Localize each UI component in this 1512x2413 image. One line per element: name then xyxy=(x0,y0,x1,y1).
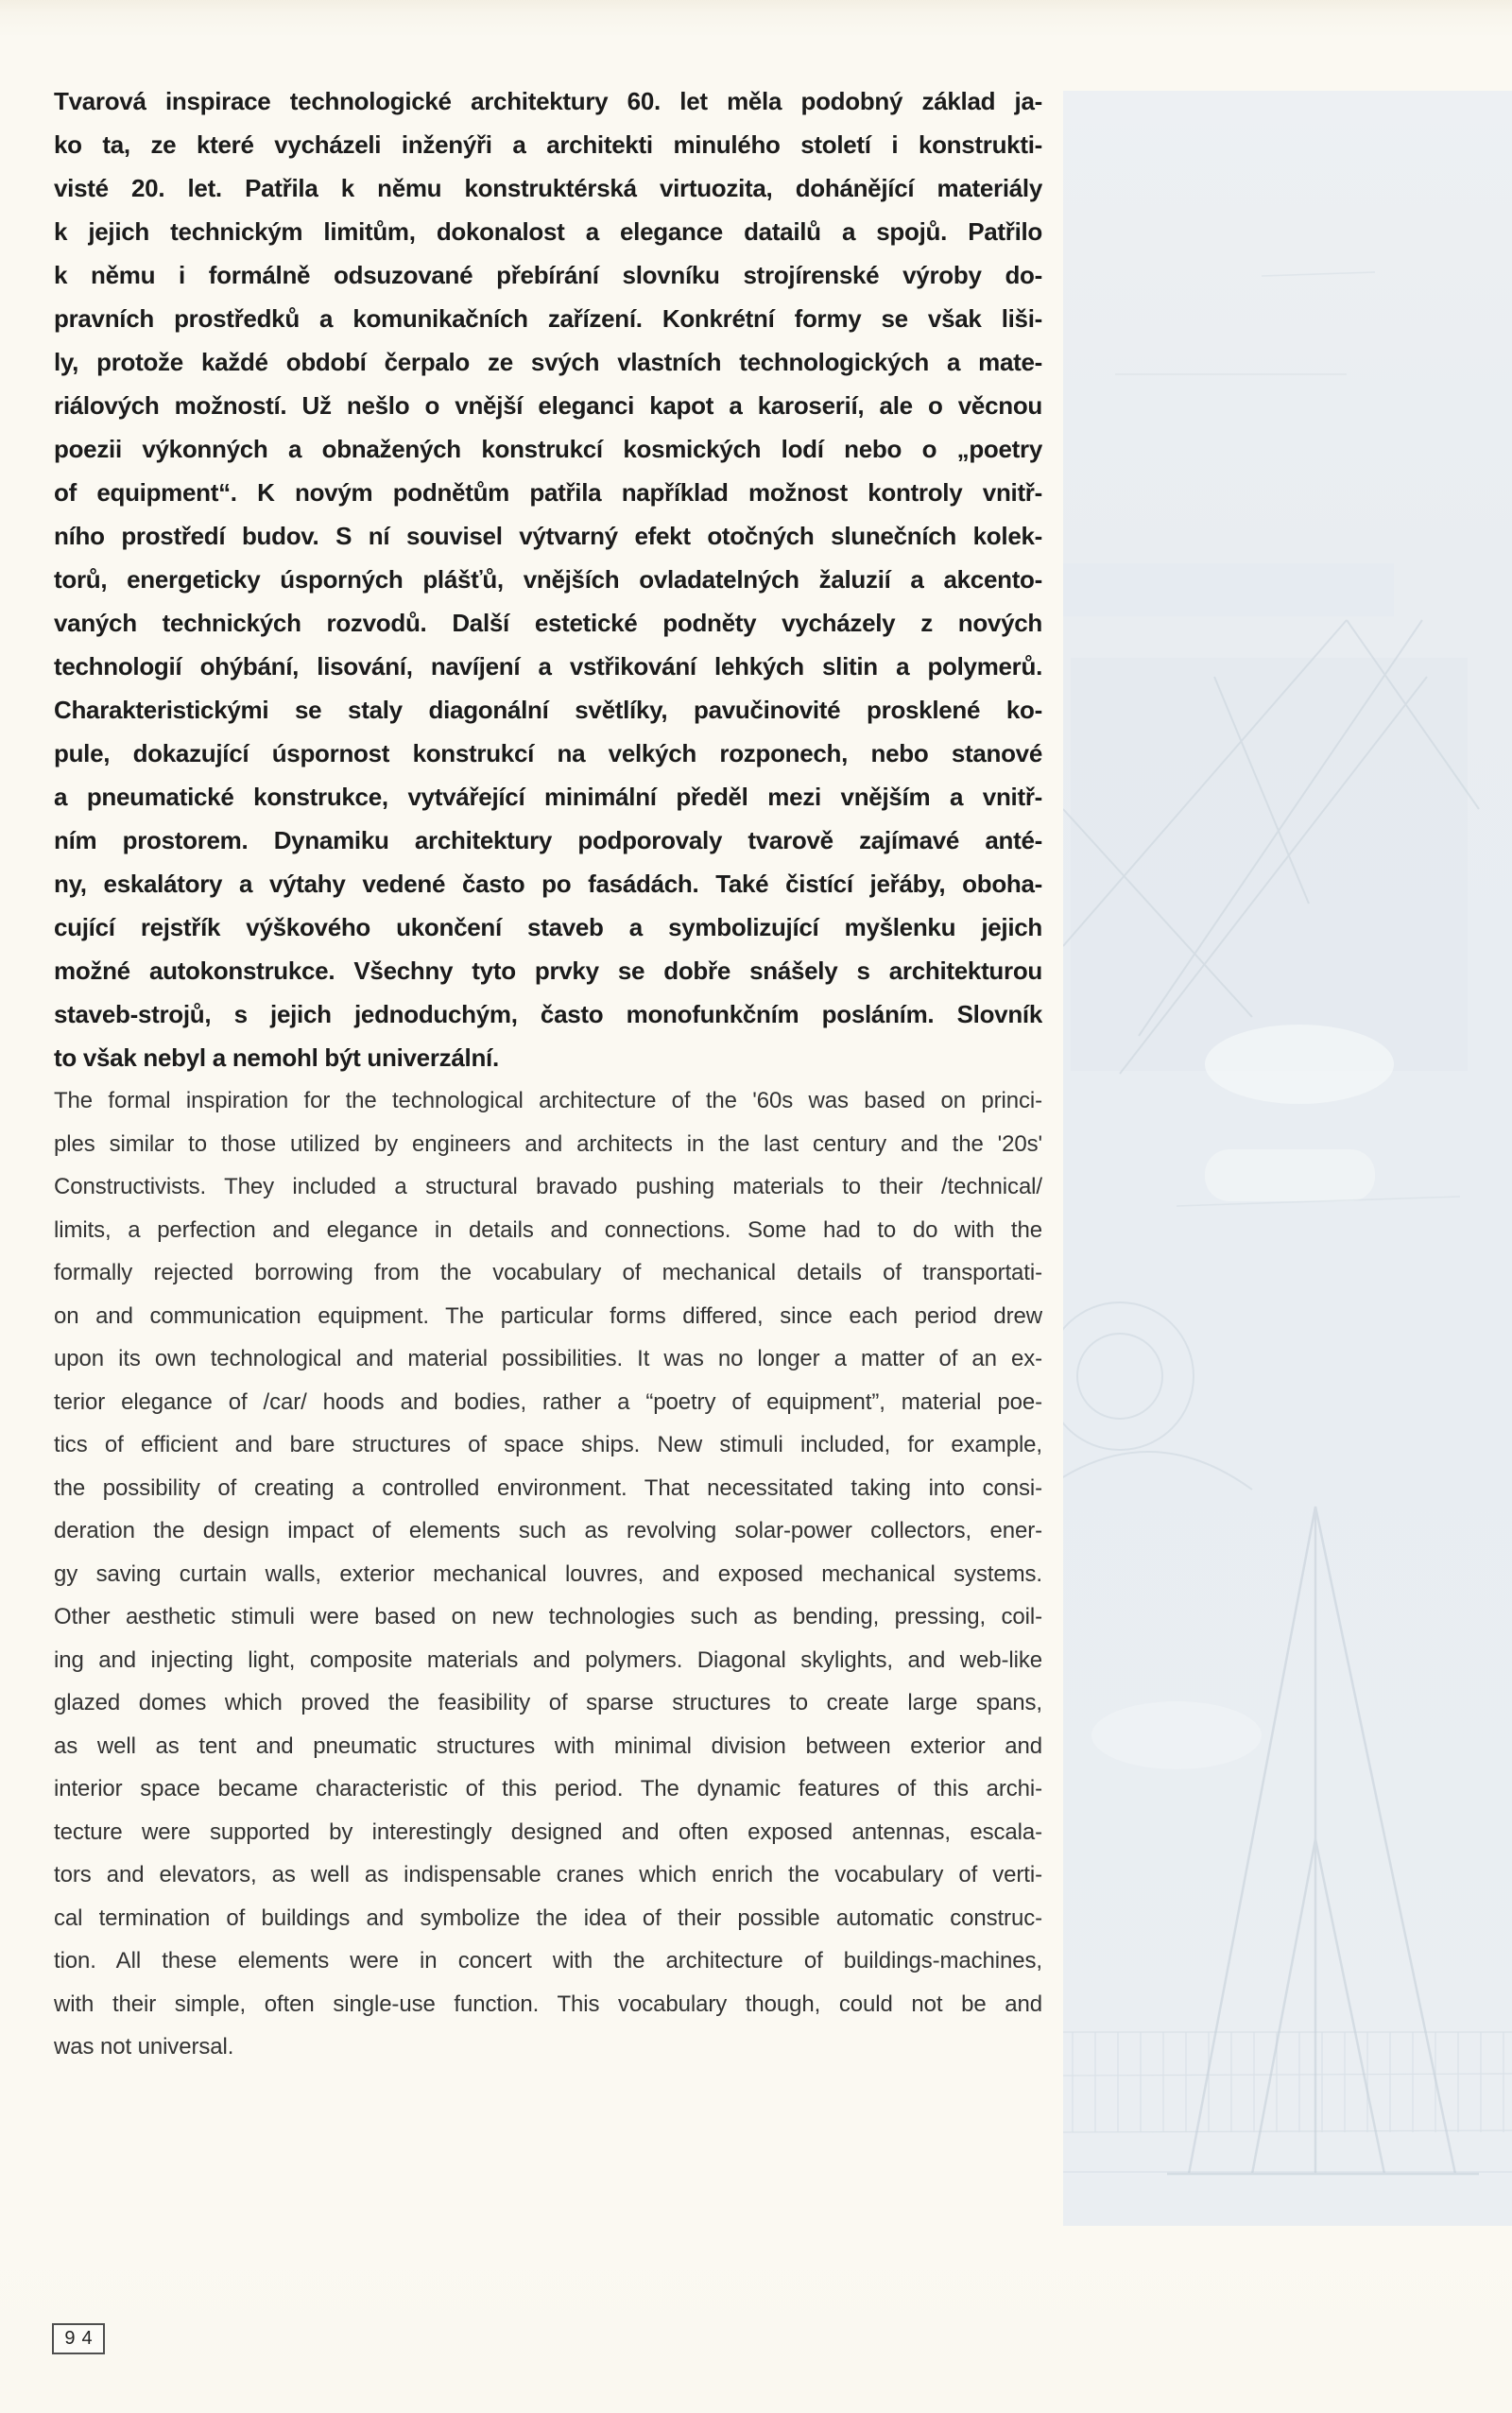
text-line: ing and injecting light, composite materials and polymers. Diagonal skylights, and web-like xyxy=(54,1646,1042,1673)
page-number: 94 xyxy=(64,2328,99,2349)
text-line: terior elegance of /car/ hoods and bodies, rather a “poetry of equipment”, material poe- xyxy=(54,1388,1042,1415)
text-line: ly, protože každé období čerpalo ze svých vlastních technologických a mate- xyxy=(54,348,1042,376)
text-line: cal termination of buildings and symbolize the idea of their possible automatic construc- xyxy=(54,1905,1042,1931)
text-line: ního prostředí budov. S ní souvisel výtvarný efekt otočných slunečních kolek- xyxy=(54,522,1042,550)
text-line: ples similar to those utilized by engineers and architects in the last century and the '20s' xyxy=(54,1130,1042,1157)
text-line: torů, energeticky úsporných plášťů, vnějších ovladatelných žaluzií a akcento- xyxy=(54,565,1042,594)
text-line: deration the design impact of elements such as revolving solar-power collectors, ener- xyxy=(54,1518,1042,1543)
text-line: tics of efficient and bare structures of space ships. New stimuli included, for example, xyxy=(54,1432,1042,1457)
text-line: Charakteristickými se staly diagonální světlíky, pavučinovité prosklené ko- xyxy=(54,696,1042,724)
text-line: of equipment“. K novým podnětům patřila například možnost kontroly vnitř- xyxy=(54,478,1042,507)
text-line: with their simple, often single-use function. This vocabulary though, could not be and xyxy=(54,1991,1042,2017)
text-line: k němu i formálně odsuzované přebírání slovníku strojírenské výroby do- xyxy=(54,261,1042,289)
text-line: ny, eskalátory a výtahy vedené často po fasádách. Také čistící jeřáby, oboha- xyxy=(54,870,1042,898)
text-line: gy saving curtain walls, exterior mechanical louvres, and exposed mechanical systems. xyxy=(54,1560,1042,1587)
text-line: formally rejected borrowing from the vocabulary of mechanical details of transportati- xyxy=(54,1260,1042,1285)
text-line: pule, dokazující úspornost konstrukcí na velkých rozponech, nebo stanové xyxy=(54,739,1042,767)
text-line: was not universal. xyxy=(54,2034,234,2060)
text-line: visté 20. let. Patřila k němu konstruktérská virtuozita, dohánějící materiály xyxy=(54,174,1042,202)
text-line: the possibility of creating a controlled environment. That necessitated taking into consi- xyxy=(54,1474,1042,1501)
text-line: možné autokonstrukce. Všechny tyto prvky se dobře snášely s architekturou xyxy=(54,957,1042,985)
text-line: Other aesthetic stimuli were based on new technologies such as bending, pressing, coil- xyxy=(54,1604,1042,1629)
english-paragraph xyxy=(54,1079,1042,2069)
text-line: tion. All these elements were in concert with the architecture of buildings-machines, xyxy=(54,1948,1042,1973)
text-line: The formal inspiration for the technological architecture of the '60s was based on princi- xyxy=(54,1088,1042,1113)
text-line: glazed domes which proved the feasibility of sparse structures to create large spans, xyxy=(54,1690,1042,1715)
page-number-box xyxy=(52,2323,105,2354)
text-line: upon its own technological and material possibilities. It was no longer a matter of an ex- xyxy=(54,1346,1042,1371)
czech-paragraph xyxy=(54,79,1042,1079)
text-line: pravních prostředků a komunikačních zařízení. Konkrétní formy se však liši- xyxy=(54,304,1042,333)
text-line: a pneumatické konstrukce, vytvářející minimální předěl mezi vnějším a vnitř- xyxy=(54,783,1042,811)
text-line: staveb-strojů, s jejich jednoduchým, často monofunkčním posláním. Slovník xyxy=(54,1000,1042,1028)
text-line: cující rejstřík výškového ukončení staveb a symbolizující myšlenku jejich xyxy=(54,913,1042,941)
text-line: Constructivists. They included a structural bravado pushing materials to their /technical/ xyxy=(54,1174,1042,1199)
text-line: ko ta, ze které vycházeli inženýři a architekti minulého století i konstrukti- xyxy=(54,130,1042,159)
text-line: interior space became characteristic of this period. The dynamic features of this archi- xyxy=(54,1776,1042,1801)
right-margin-panel xyxy=(1063,91,1512,2226)
text-line: ním prostorem. Dynamiku architektury podporovaly tvarově zajímavé anté- xyxy=(54,826,1042,854)
text-line: Tvarová inspirace technologické architektury 60. let měla podobný základ ja- xyxy=(54,87,1042,115)
text-line: to však nebyl a nemohl být univerzální. xyxy=(54,1043,499,1072)
text-line: technologií ohýbání, lisování, navíjení a vstřikování lehkých slitin a polymerů. xyxy=(54,652,1042,681)
text-line: k jejich technickým limitům, dokonalost a elegance datailů a spojů. Patřilo xyxy=(54,217,1042,246)
text-line: tecture were supported by interestingly designed and often exposed antennas, escala- xyxy=(54,1818,1042,1845)
text-line: vaných technických rozvodů. Další estetické podněty vycházely z nových xyxy=(54,609,1042,637)
text-line: tors and elevators, as well as indispensable cranes which enrich the vocabulary of verti- xyxy=(54,1862,1042,1887)
text-line: poezii výkonných a obnažených konstrukcí kosmických lodí nebo o „poetry xyxy=(54,435,1042,463)
text-line: limits, a perfection and elegance in details and connections. Some had to do with the xyxy=(54,1216,1042,1243)
text-line: as well as tent and pneumatic structures with minimal division between exterior and xyxy=(54,1732,1042,1759)
text-line: on and communication equipment. The particular forms differed, since each period drew xyxy=(54,1302,1042,1329)
text-line: riálových možností. Už nešlo o vnější eleganci kapot a karoserií, ale o věcnou xyxy=(54,391,1042,420)
architectural-watermark-icon xyxy=(1063,91,1512,2226)
